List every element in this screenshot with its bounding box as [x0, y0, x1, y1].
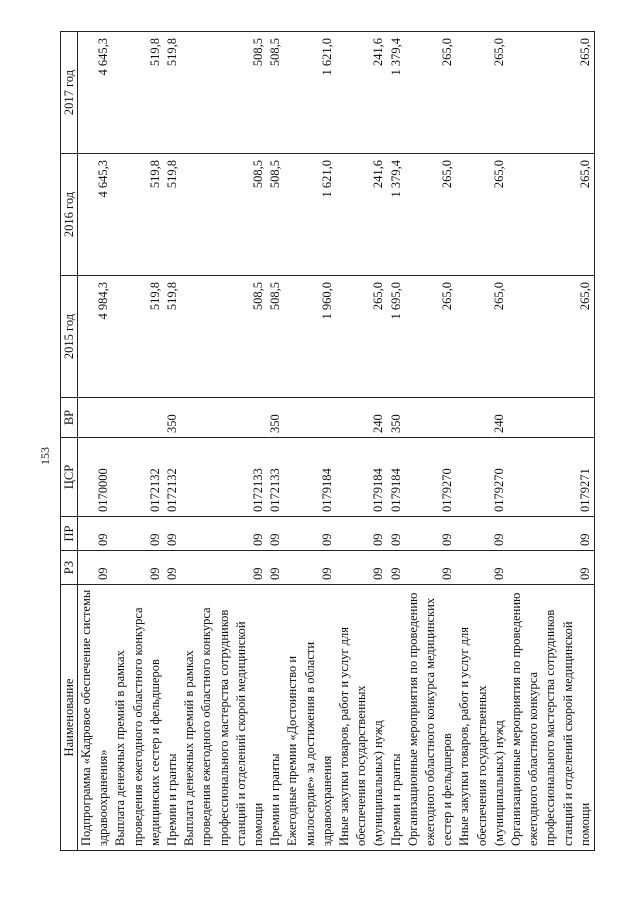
cell-2017: 265,0 [405, 32, 457, 154]
cell-rz: 09 [112, 551, 164, 585]
cell-pr: 09 [267, 517, 284, 551]
cell-rz: 09 [456, 551, 508, 585]
cell-rz: 09 [284, 551, 336, 585]
cell-name: Премии и гранты [267, 585, 284, 851]
cell-rz: 09 [164, 551, 181, 585]
cell-2016: 508,5 [181, 154, 267, 276]
cell-pr: 09 [181, 517, 267, 551]
cell-vr [78, 398, 113, 438]
header-rz: РЗ [61, 551, 78, 585]
cell-csr: 0179184 [388, 438, 405, 517]
table-body [78, 32, 595, 851]
table-row [164, 32, 181, 851]
cell-pr: 09 [284, 517, 336, 551]
table-row [181, 32, 267, 851]
cell-2016: 265,0 [508, 154, 595, 276]
header-2015: 2015 год [61, 276, 78, 398]
cell-pr: 09 [508, 517, 595, 551]
cell-vr: 350 [388, 398, 405, 438]
cell-2015: 508,5 [181, 276, 267, 398]
cell-vr: 350 [164, 398, 181, 438]
table-row [284, 32, 336, 851]
table-row [405, 32, 457, 851]
cell-pr: 09 [78, 517, 113, 551]
cell-pr: 09 [405, 517, 457, 551]
cell-csr: 0172132 [112, 438, 164, 517]
cell-csr: 0172132 [164, 438, 181, 517]
cell-2016: 519,8 [164, 154, 181, 276]
cell-2015: 519,8 [164, 276, 181, 398]
budget-table [60, 31, 595, 851]
cell-2016: 519,8 [112, 154, 164, 276]
cell-2015: 1 960,0 [284, 276, 336, 398]
cell-name: Иные закупки товаров, работ и услуг для обеспечения государственных (муниципальных) нужд [336, 585, 388, 851]
cell-vr [181, 398, 267, 438]
cell-2017: 241,6 [336, 32, 388, 154]
cell-2015: 519,8 [112, 276, 164, 398]
cell-pr: 09 [456, 517, 508, 551]
cell-rz: 09 [267, 551, 284, 585]
cell-2016: 1 379,4 [388, 154, 405, 276]
cell-2017: 508,5 [181, 32, 267, 154]
header-2016: 2016 год [61, 154, 78, 276]
table-row [508, 32, 595, 851]
table-row [112, 32, 164, 851]
cell-csr: 0179270 [405, 438, 457, 517]
cell-pr: 09 [164, 517, 181, 551]
cell-vr [112, 398, 164, 438]
cell-rz: 09 [508, 551, 595, 585]
cell-name: Подпрограмма «Кадровое обеспечение системы здравоохранения» [78, 585, 113, 851]
cell-2015: 265,0 [508, 276, 595, 398]
cell-name: Иные закупки товаров, работ и услуг для обеспечения государственных (муниципальных) нужд [456, 585, 508, 851]
table-row [388, 32, 405, 851]
cell-name: Ежегодные премии «Достоинство и милосердие» за достижения в области здравоохранения [284, 585, 336, 851]
page-number: 153 [38, 447, 52, 465]
cell-vr: 350 [267, 398, 284, 438]
header-vr: ВР [61, 398, 78, 438]
cell-2016: 4 645,3 [78, 154, 113, 276]
cell-2016: 1 621,0 [284, 154, 336, 276]
cell-csr: 0170000 [78, 438, 113, 517]
cell-2015: 265,0 [456, 276, 508, 398]
cell-pr: 09 [336, 517, 388, 551]
cell-rz: 09 [388, 551, 405, 585]
cell-csr: 0172133 [181, 438, 267, 517]
cell-2015: 265,0 [405, 276, 457, 398]
cell-name: Премии и гранты [164, 585, 181, 851]
cell-2017: 508,5 [267, 32, 284, 154]
cell-2015: 508,5 [267, 276, 284, 398]
cell-2016: 241,6 [336, 154, 388, 276]
cell-name: Выплата денежных премий в рамках проведения ежегодного областного конкурса медицинских сестер и фельдшеров [112, 585, 164, 851]
cell-vr [284, 398, 336, 438]
cell-pr: 09 [112, 517, 164, 551]
table-row [78, 32, 113, 851]
cell-pr: 09 [388, 517, 405, 551]
cell-name: Премии и гранты [388, 585, 405, 851]
cell-2017: 519,8 [112, 32, 164, 154]
cell-2017: 265,0 [508, 32, 595, 154]
cell-2015: 1 695,0 [388, 276, 405, 398]
cell-csr: 0179270 [456, 438, 508, 517]
cell-2016: 508,5 [267, 154, 284, 276]
cell-2017: 265,0 [456, 32, 508, 154]
cell-rz: 09 [78, 551, 113, 585]
cell-2017: 4 645,3 [78, 32, 113, 154]
cell-csr: 0179184 [336, 438, 388, 517]
cell-name: Организационные мероприятия по проведению ежегодного областного конкурса медицинских сестер и фельдшеров [405, 585, 457, 851]
table-row [336, 32, 388, 851]
cell-2016: 265,0 [405, 154, 457, 276]
table-row [456, 32, 508, 851]
cell-2015: 265,0 [336, 276, 388, 398]
header-name: Наименование [61, 585, 78, 851]
cell-csr: 0172133 [267, 438, 284, 517]
cell-csr: 0179271 [508, 438, 595, 517]
header-pr: ПР [61, 517, 78, 551]
table-header-row [61, 32, 78, 851]
cell-vr: 240 [336, 398, 388, 438]
cell-2017: 519,8 [164, 32, 181, 154]
cell-rz: 09 [405, 551, 457, 585]
cell-2016: 265,0 [456, 154, 508, 276]
cell-name: Выплата денежных премий в рамках проведения ежегодного областного конкурса профессионального мастерства сотрудников станций и отделений скорой медицинской помощи [181, 585, 267, 851]
cell-vr [405, 398, 457, 438]
rotated-content [38, 31, 592, 851]
header-2017: 2017 год [61, 32, 78, 154]
cell-vr: 240 [456, 398, 508, 438]
cell-vr [508, 398, 595, 438]
header-csr: ЦСР [61, 438, 78, 517]
cell-2017: 1 621,0 [284, 32, 336, 154]
cell-2017: 1 379,4 [388, 32, 405, 154]
cell-2015: 4 984,3 [78, 276, 113, 398]
cell-name: Организационные мероприятия по проведению ежегодного областного конкурса профессионального мастерства сотрудников станций и отделений скорой медицинской помощи [508, 585, 595, 851]
cell-rz: 09 [181, 551, 267, 585]
cell-rz: 09 [336, 551, 388, 585]
cell-csr: 0179184 [284, 438, 336, 517]
table-row [267, 32, 284, 851]
